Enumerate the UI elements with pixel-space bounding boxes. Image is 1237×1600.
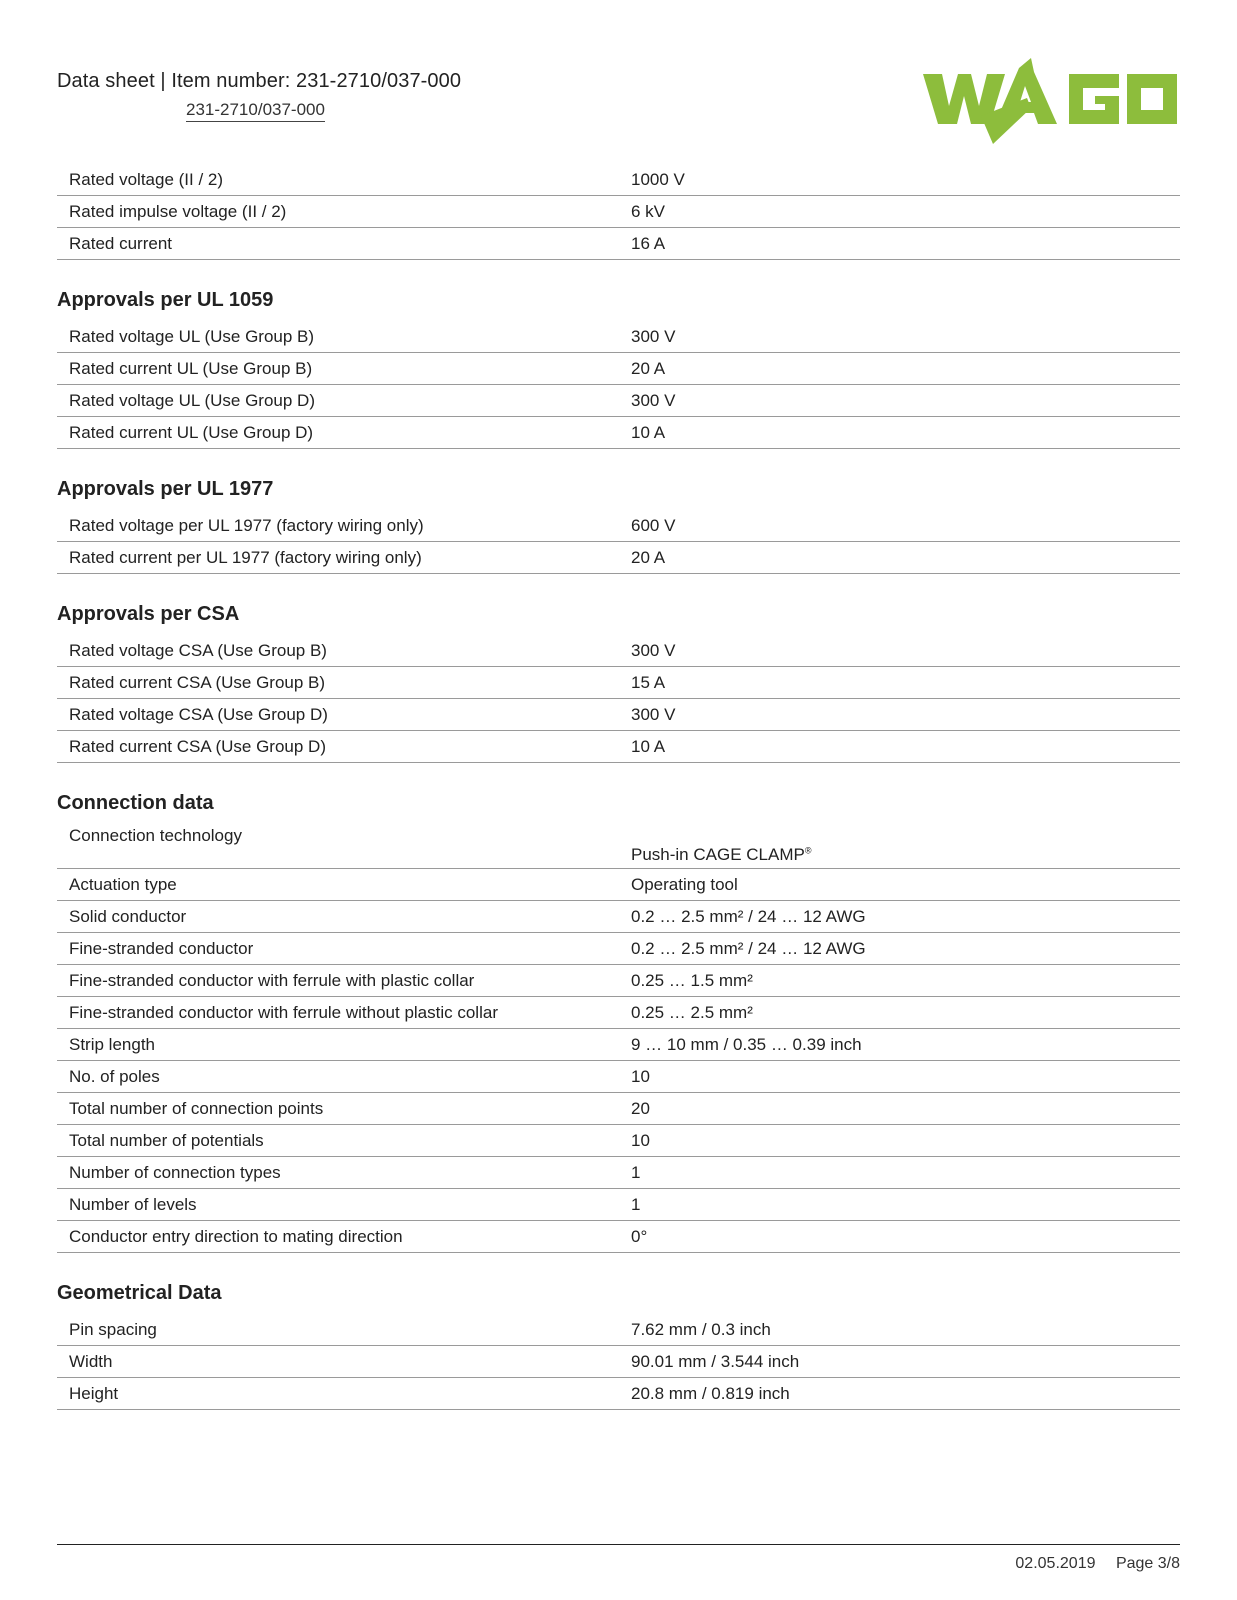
spec-value (619, 164, 1180, 196)
spec-value-text: 300 V (631, 390, 676, 410)
spec-value-text: 1000 V (631, 169, 685, 189)
spec-label: Rated current CSA (Use Group D) (57, 731, 619, 763)
spec-value-text: 600 V (631, 515, 676, 535)
spec-table (57, 510, 1180, 574)
spec-label: Fine-stranded conductor with ferrule with plastic collar (57, 965, 619, 997)
section-heading: Approvals per UL 1059 (57, 289, 274, 311)
spec-row (57, 635, 1180, 667)
spec-value-text: 300 V (631, 326, 676, 346)
spec-value (619, 933, 1180, 965)
spec-value-text: 10 A (631, 736, 666, 756)
spec-value-text: 7.62 mm / 0.3 inch (631, 1319, 771, 1339)
spec-row (57, 196, 1180, 228)
spec-value (619, 510, 1180, 542)
spec-row (57, 869, 1180, 901)
spec-value-text: 0.25 … 1.5 mm² (631, 970, 753, 990)
spec-label: Connection technology (57, 824, 619, 869)
spec-label: Solid conductor (57, 901, 619, 933)
spec-value-text: 0.2 … 2.5 mm² / 24 … 12 AWG (631, 938, 866, 958)
spec-value (619, 997, 1180, 1029)
spec-value (619, 1221, 1180, 1253)
spec-row (57, 353, 1180, 385)
spec-value (619, 1157, 1180, 1189)
spec-label: Rated current per UL 1977 (factory wiring only) (57, 542, 619, 574)
spec-value (619, 228, 1180, 260)
spec-value (619, 385, 1180, 417)
spec-label: Total number of connection points (57, 1093, 619, 1125)
spec-label: Rated current (57, 228, 619, 260)
spec-value-text: Push-in CAGE CLAMP (631, 845, 805, 864)
spec-row (57, 824, 1180, 869)
spec-row (57, 164, 1180, 196)
spec-value-text: 1 (631, 1162, 641, 1182)
spec-value-text: 20 (631, 1098, 650, 1118)
spec-table (57, 1314, 1180, 1410)
spec-label: Rated voltage per UL 1977 (factory wiring only) (57, 510, 619, 542)
spec-row (57, 933, 1180, 965)
spec-value (619, 824, 1180, 869)
spec-label: Width (57, 1346, 619, 1378)
spec-value (619, 196, 1180, 228)
spec-label: Rated voltage (II / 2) (57, 164, 619, 196)
spec-value-text: 9 … 10 mm / 0.35 … 0.39 inch (631, 1034, 862, 1054)
section-heading-wrap (57, 260, 1180, 311)
spec-label: Pin spacing (57, 1314, 619, 1346)
spec-content (57, 164, 1180, 1410)
spec-value (619, 901, 1180, 933)
spec-value-text: 0° (631, 1226, 648, 1246)
document-header (57, 70, 462, 119)
spec-value (619, 417, 1180, 449)
spec-value (619, 1029, 1180, 1061)
registered-mark: ® (804, 845, 812, 856)
spec-row (57, 228, 1180, 260)
spec-value (619, 1125, 1180, 1157)
item-number-link[interactable]: 231-2710/037-000 (186, 100, 325, 122)
footer-date: 02.05.2019 (1015, 1555, 1096, 1572)
spec-label: Number of levels (57, 1189, 619, 1221)
page-footer (1015, 1555, 1180, 1573)
spec-label: Rated voltage CSA (Use Group B) (57, 635, 619, 667)
spec-value (619, 321, 1180, 353)
spec-row (57, 385, 1180, 417)
spec-value (619, 1189, 1180, 1221)
spec-value-text: 300 V (631, 640, 676, 660)
footer-page-number: Page 3/8 (1115, 1555, 1180, 1572)
spec-row (57, 731, 1180, 763)
spec-value (619, 353, 1180, 385)
spec-value (619, 1314, 1180, 1346)
spec-value-text: 0.2 … 2.5 mm² / 24 … 12 AWG (631, 906, 866, 926)
spec-value-text: 20 A (631, 358, 666, 378)
spec-row (57, 1125, 1180, 1157)
spec-row (57, 1157, 1180, 1189)
spec-value-text: 20 A (631, 547, 666, 567)
spec-label: Rated voltage CSA (Use Group D) (57, 699, 619, 731)
spec-row (57, 417, 1180, 449)
spec-value (619, 1093, 1180, 1125)
spec-row (57, 1378, 1180, 1410)
spec-value-text: 10 (631, 1066, 650, 1086)
spec-label: Rated voltage UL (Use Group D) (57, 385, 619, 417)
spec-value (619, 869, 1180, 901)
spec-value-text: 16 A (631, 233, 666, 253)
spec-label: Rated impulse voltage (II / 2) (57, 196, 619, 228)
section-heading: Connection data (57, 792, 214, 814)
spec-value (619, 635, 1180, 667)
spec-label: Height (57, 1378, 619, 1410)
spec-value (619, 1378, 1180, 1410)
spec-row (57, 1221, 1180, 1253)
spec-row (57, 1093, 1180, 1125)
spec-row (57, 997, 1180, 1029)
spec-label: Rated current UL (Use Group B) (57, 353, 619, 385)
spec-label: Number of connection types (57, 1157, 619, 1189)
wago-logo (923, 58, 1179, 144)
spec-label: Rated current UL (Use Group D) (57, 417, 619, 449)
spec-label: Fine-stranded conductor (57, 933, 619, 965)
section-heading: Geometrical Data (57, 1282, 222, 1304)
spec-value (619, 731, 1180, 763)
spec-table (57, 164, 1180, 260)
spec-table (57, 824, 1180, 1253)
spec-value (619, 965, 1180, 997)
footer-divider (57, 1544, 1180, 1545)
spec-value (619, 1346, 1180, 1378)
spec-label: Rated current CSA (Use Group B) (57, 667, 619, 699)
spec-value-text: 90.01 mm / 3.544 inch (631, 1351, 800, 1371)
spec-row (57, 1061, 1180, 1093)
spec-row (57, 542, 1180, 574)
spec-label: Conductor entry direction to mating direction (57, 1221, 619, 1253)
section-heading: Approvals per UL 1977 (57, 478, 274, 500)
section-heading-wrap (57, 449, 1180, 500)
spec-value-text: 15 A (631, 672, 666, 692)
spec-value-text: 10 (631, 1130, 650, 1150)
spec-value-text: 20.8 mm / 0.819 inch (631, 1383, 790, 1403)
spec-row (57, 1314, 1180, 1346)
spec-value (619, 699, 1180, 731)
spec-row (57, 965, 1180, 997)
spec-label: Strip length (57, 1029, 619, 1061)
spec-row (57, 321, 1180, 353)
spec-label: No. of poles (57, 1061, 619, 1093)
spec-label: Fine-stranded conductor with ferrule without plastic collar (57, 997, 619, 1029)
spec-row (57, 1346, 1180, 1378)
spec-label: Total number of potentials (57, 1125, 619, 1157)
spec-row (57, 667, 1180, 699)
section-heading-wrap (57, 574, 1180, 625)
section-heading: Approvals per CSA (57, 603, 240, 625)
spec-value-text: 1 (631, 1194, 641, 1214)
spec-row (57, 1029, 1180, 1061)
spec-row (57, 901, 1180, 933)
spec-value-text: 300 V (631, 704, 676, 724)
spec-value-text: 10 A (631, 422, 666, 442)
spec-label: Actuation type (57, 869, 619, 901)
page-title: Data sheet | Item number: 231-2710/037-000 (57, 70, 462, 92)
spec-value-text: 0.25 … 2.5 mm² (631, 1002, 753, 1022)
spec-value (619, 667, 1180, 699)
section-heading-wrap (57, 1253, 1180, 1304)
section-heading-wrap (57, 763, 1180, 814)
spec-value-text: 6 kV (631, 201, 666, 221)
spec-label: Rated voltage UL (Use Group B) (57, 321, 619, 353)
spec-row (57, 699, 1180, 731)
spec-value-text: Operating tool (631, 874, 738, 894)
spec-value (619, 542, 1180, 574)
spec-table (57, 321, 1180, 449)
spec-row (57, 510, 1180, 542)
spec-table (57, 635, 1180, 763)
spec-value (619, 1061, 1180, 1093)
spec-row (57, 1189, 1180, 1221)
